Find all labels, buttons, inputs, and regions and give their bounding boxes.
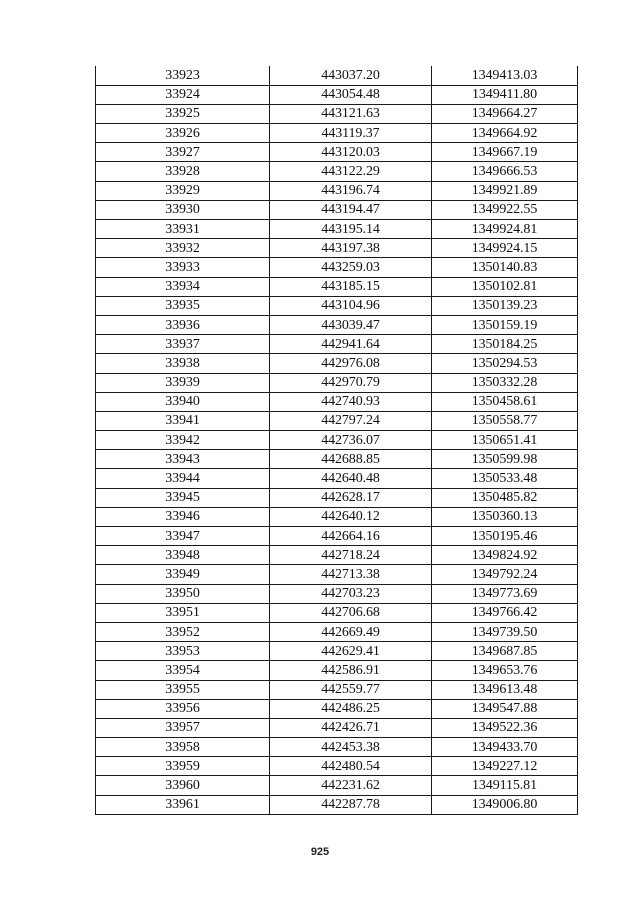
point-id-cell: 33953 <box>96 642 270 661</box>
point-id-cell: 33924 <box>96 85 270 104</box>
point-id-cell: 33932 <box>96 239 270 258</box>
table-row <box>96 411 578 430</box>
x-coordinate-cell: 443037.20 <box>270 66 432 85</box>
point-id-cell: 33925 <box>96 104 270 123</box>
y-coordinate-cell: 1349924.81 <box>432 220 578 239</box>
x-coordinate-cell: 442640.12 <box>270 507 432 526</box>
x-coordinate-cell: 442559.77 <box>270 680 432 699</box>
table-row <box>96 373 578 392</box>
table-row <box>96 795 578 814</box>
x-coordinate-cell: 443122.29 <box>270 162 432 181</box>
table-row <box>96 488 578 507</box>
x-coordinate-cell: 442718.24 <box>270 546 432 565</box>
table-row <box>96 162 578 181</box>
table-row <box>96 757 578 776</box>
point-id-cell: 33938 <box>96 354 270 373</box>
y-coordinate-cell: 1349773.69 <box>432 584 578 603</box>
x-coordinate-cell: 443197.38 <box>270 239 432 258</box>
y-coordinate-cell: 1349824.92 <box>432 546 578 565</box>
y-coordinate-cell: 1350184.25 <box>432 335 578 354</box>
y-coordinate-cell: 1350159.19 <box>432 315 578 334</box>
point-id-cell: 33958 <box>96 738 270 757</box>
y-coordinate-cell: 1350102.81 <box>432 277 578 296</box>
table-row <box>96 565 578 584</box>
x-coordinate-cell: 443185.15 <box>270 277 432 296</box>
point-id-cell: 33926 <box>96 124 270 143</box>
point-id-cell: 33929 <box>96 181 270 200</box>
table-body <box>96 66 578 814</box>
y-coordinate-cell: 1349664.92 <box>432 124 578 143</box>
y-coordinate-cell: 1349411.80 <box>432 85 578 104</box>
table-row <box>96 85 578 104</box>
table-row <box>96 661 578 680</box>
x-coordinate-cell: 442740.93 <box>270 392 432 411</box>
y-coordinate-cell: 1350558.77 <box>432 411 578 430</box>
x-coordinate-cell: 442703.23 <box>270 584 432 603</box>
x-coordinate-cell: 442797.24 <box>270 411 432 430</box>
y-coordinate-cell: 1350140.83 <box>432 258 578 277</box>
y-coordinate-cell: 1349522.36 <box>432 718 578 737</box>
point-id-cell: 33956 <box>96 699 270 718</box>
y-coordinate-cell: 1349227.12 <box>432 757 578 776</box>
table-row <box>96 546 578 565</box>
x-coordinate-cell: 442231.62 <box>270 776 432 795</box>
x-coordinate-cell: 442706.68 <box>270 603 432 622</box>
y-coordinate-cell: 1349115.81 <box>432 776 578 795</box>
x-coordinate-cell: 443195.14 <box>270 220 432 239</box>
y-coordinate-cell: 1349921.89 <box>432 181 578 200</box>
point-id-cell: 33942 <box>96 431 270 450</box>
table-row <box>96 335 578 354</box>
table-row <box>96 680 578 699</box>
x-coordinate-cell: 442287.78 <box>270 795 432 814</box>
x-coordinate-cell: 443259.03 <box>270 258 432 277</box>
table-row <box>96 622 578 641</box>
table-row <box>96 354 578 373</box>
y-coordinate-cell: 1349413.03 <box>432 66 578 85</box>
table-row <box>96 776 578 795</box>
x-coordinate-cell: 443054.48 <box>270 85 432 104</box>
x-coordinate-cell: 442970.79 <box>270 373 432 392</box>
point-id-cell: 33959 <box>96 757 270 776</box>
point-id-cell: 33935 <box>96 296 270 315</box>
x-coordinate-cell: 443039.47 <box>270 315 432 334</box>
table-row <box>96 200 578 219</box>
point-id-cell: 33951 <box>96 603 270 622</box>
y-coordinate-cell: 1349613.48 <box>432 680 578 699</box>
x-coordinate-cell: 443120.03 <box>270 143 432 162</box>
point-id-cell: 33947 <box>96 527 270 546</box>
y-coordinate-cell: 1349739.50 <box>432 622 578 641</box>
table-row <box>96 392 578 411</box>
x-coordinate-cell: 442713.38 <box>270 565 432 584</box>
point-id-cell: 33933 <box>96 258 270 277</box>
table-row <box>96 258 578 277</box>
table-row <box>96 315 578 334</box>
x-coordinate-cell: 442976.08 <box>270 354 432 373</box>
point-id-cell: 33931 <box>96 220 270 239</box>
point-id-cell: 33946 <box>96 507 270 526</box>
x-coordinate-cell: 443196.74 <box>270 181 432 200</box>
x-coordinate-cell: 443104.96 <box>270 296 432 315</box>
table-row <box>96 527 578 546</box>
y-coordinate-cell: 1349922.55 <box>432 200 578 219</box>
point-id-cell: 33955 <box>96 680 270 699</box>
y-coordinate-cell: 1350195.46 <box>432 527 578 546</box>
y-coordinate-cell: 1349924.15 <box>432 239 578 258</box>
y-coordinate-cell: 1350294.53 <box>432 354 578 373</box>
point-id-cell: 33943 <box>96 450 270 469</box>
y-coordinate-cell: 1350360.13 <box>432 507 578 526</box>
point-id-cell: 33941 <box>96 411 270 430</box>
point-id-cell: 33923 <box>96 66 270 85</box>
point-id-cell: 33949 <box>96 565 270 584</box>
y-coordinate-cell: 1350599.98 <box>432 450 578 469</box>
y-coordinate-cell: 1349547.88 <box>432 699 578 718</box>
x-coordinate-cell: 442688.85 <box>270 450 432 469</box>
table-row <box>96 143 578 162</box>
y-coordinate-cell: 1350332.28 <box>432 373 578 392</box>
x-coordinate-cell: 442426.71 <box>270 718 432 737</box>
y-coordinate-cell: 1349687.85 <box>432 642 578 661</box>
x-coordinate-cell: 442640.48 <box>270 469 432 488</box>
y-coordinate-cell: 1350651.41 <box>432 431 578 450</box>
table-row <box>96 124 578 143</box>
point-id-cell: 33927 <box>96 143 270 162</box>
point-id-cell: 33945 <box>96 488 270 507</box>
y-coordinate-cell: 1350458.61 <box>432 392 578 411</box>
point-id-cell: 33939 <box>96 373 270 392</box>
table-row <box>96 181 578 200</box>
y-coordinate-cell: 1349006.80 <box>432 795 578 814</box>
point-id-cell: 33930 <box>96 200 270 219</box>
point-id-cell: 33928 <box>96 162 270 181</box>
table-row <box>96 584 578 603</box>
x-coordinate-cell: 443194.47 <box>270 200 432 219</box>
y-coordinate-cell: 1350139.23 <box>432 296 578 315</box>
point-id-cell: 33937 <box>96 335 270 354</box>
y-coordinate-cell: 1349664.27 <box>432 104 578 123</box>
table-row <box>96 642 578 661</box>
y-coordinate-cell: 1349666.53 <box>432 162 578 181</box>
table-row <box>96 239 578 258</box>
x-coordinate-cell: 442486.25 <box>270 699 432 718</box>
table-row <box>96 431 578 450</box>
x-coordinate-cell: 442941.64 <box>270 335 432 354</box>
point-id-cell: 33948 <box>96 546 270 565</box>
point-id-cell: 33960 <box>96 776 270 795</box>
point-id-cell: 33934 <box>96 277 270 296</box>
point-id-cell: 33952 <box>96 622 270 641</box>
table-row <box>96 220 578 239</box>
table-row <box>96 738 578 757</box>
table-row <box>96 66 578 85</box>
y-coordinate-cell: 1350485.82 <box>432 488 578 507</box>
table-row <box>96 507 578 526</box>
table-row <box>96 296 578 315</box>
point-id-cell: 33940 <box>96 392 270 411</box>
table-row <box>96 603 578 622</box>
table-row <box>96 718 578 737</box>
y-coordinate-cell: 1349667.19 <box>432 143 578 162</box>
x-coordinate-cell: 442669.49 <box>270 622 432 641</box>
point-id-cell: 33936 <box>96 315 270 334</box>
point-id-cell: 33944 <box>96 469 270 488</box>
point-id-cell: 33954 <box>96 661 270 680</box>
x-coordinate-cell: 442480.54 <box>270 757 432 776</box>
x-coordinate-cell: 442629.41 <box>270 642 432 661</box>
table-row <box>96 469 578 488</box>
page-number: 925 <box>310 846 330 858</box>
x-coordinate-cell: 442628.17 <box>270 488 432 507</box>
x-coordinate-cell: 442586.91 <box>270 661 432 680</box>
table-row <box>96 699 578 718</box>
x-coordinate-cell: 442453.38 <box>270 738 432 757</box>
table-row <box>96 450 578 469</box>
coordinate-table <box>95 66 578 815</box>
x-coordinate-cell: 443121.63 <box>270 104 432 123</box>
table-row <box>96 104 578 123</box>
table-row <box>96 277 578 296</box>
y-coordinate-cell: 1349766.42 <box>432 603 578 622</box>
y-coordinate-cell: 1349433.70 <box>432 738 578 757</box>
point-id-cell: 33957 <box>96 718 270 737</box>
x-coordinate-cell: 442664.16 <box>270 527 432 546</box>
point-id-cell: 33950 <box>96 584 270 603</box>
x-coordinate-cell: 443119.37 <box>270 124 432 143</box>
x-coordinate-cell: 442736.07 <box>270 431 432 450</box>
point-id-cell: 33961 <box>96 795 270 814</box>
y-coordinate-cell: 1350533.48 <box>432 469 578 488</box>
y-coordinate-cell: 1349653.76 <box>432 661 578 680</box>
y-coordinate-cell: 1349792.24 <box>432 565 578 584</box>
